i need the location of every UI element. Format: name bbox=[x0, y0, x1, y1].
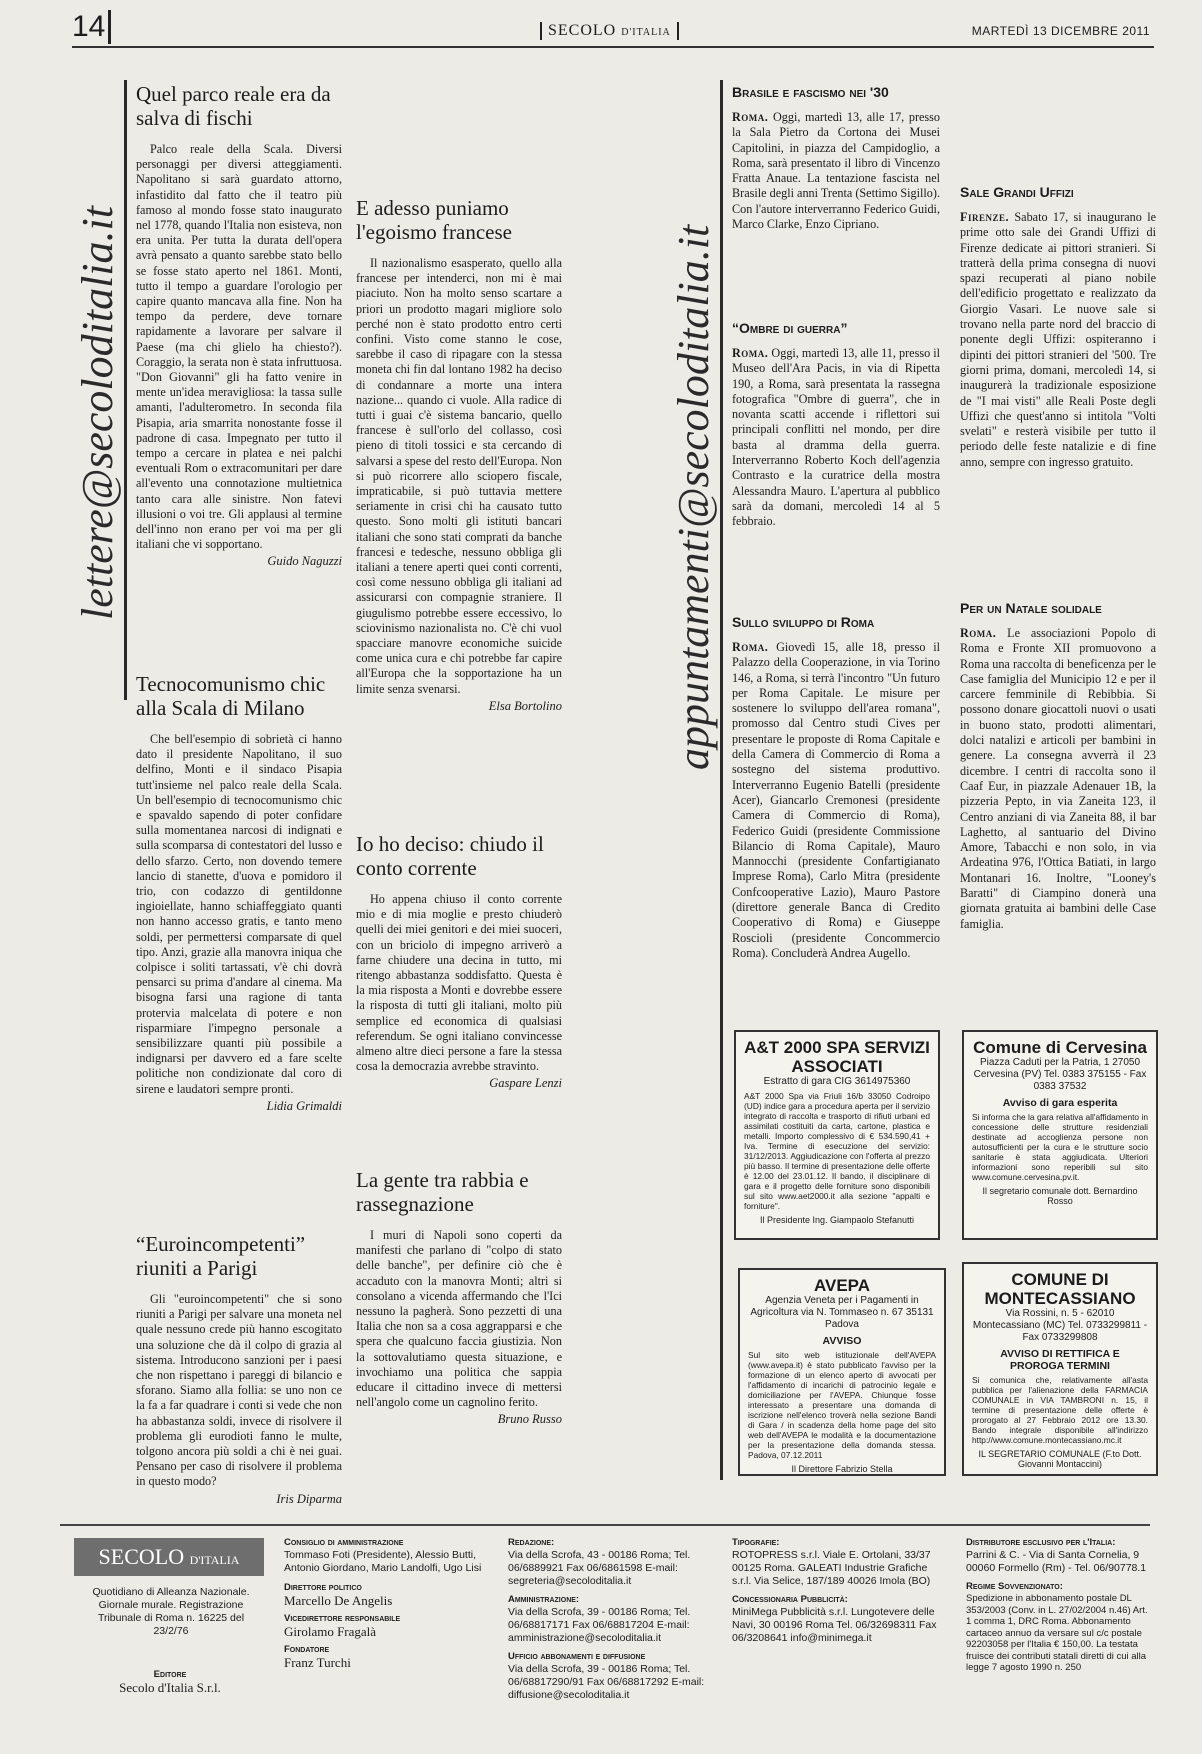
event-title: Sale Grandi Uffizi bbox=[960, 184, 1074, 200]
ad-signature: IL SEGRETARIO COMUNALE (F.to Dott. Giovanni Montaccini) bbox=[978, 1449, 1142, 1469]
event-brasile-fascismo bbox=[732, 84, 940, 232]
ad-avepa bbox=[738, 1268, 946, 1476]
ad-comune-cervesina bbox=[962, 1030, 1158, 1240]
newspaper-title bbox=[540, 22, 679, 40]
ad-signature: Il Direttore Fabrizio Stella bbox=[791, 1464, 893, 1474]
header-rule bbox=[72, 46, 1154, 48]
ad-text: Sul sito web istituzionale dell'AVEPA (www.avepa.it) è stato pubblicato l'avviso per la formazione di un elenco aperto di avvocati per l'affidamento di incarichi di patrocinio legale e domiciliazione per l'AVEPA. Chiunque fosse interessato a presentare una domanda di iscrizione nell'elenco troverà nella sezione Bandi di Gara / in scadenza della home page del sito web dell'AVEPA le modalità e la documentazione per la presentazione della domanda stessa. Padova, 07.12.2011 bbox=[748, 1350, 936, 1460]
masthead-printing: Tipografie: ROTOPRESS s.r.l. Viale E. Ortolani, 33/37 00125 Roma. GALEATI Industrie Grafiche s.r.l. Via Selice, 187/189 40026 Imola (BO) Concessionaria Pubblicità: MiniMega Pubblicità s.r.l. Lungotevere delle Navi, 30 00196 Roma Tel. 06/32698311 Fax 06/3208641 info@minimega.it bbox=[732, 1537, 937, 1644]
article-author: Elsa Bortolino bbox=[488, 698, 562, 713]
ad-text: A&T 2000 Spa via Friuli 16/b 33050 Codroipo (UD) indice gara a procedura aperta per il servizio integrato di raccolta e trasporto di rifiuti urbani ed assimilati costituiti da carta, cartone, plastica e metalli. Importo complessivo di € 534.590,41 + Iva. Termine di esecuzione del servizio: 31/12/2013. Aggiudicazione con l'offerta al prezzo più basso. Il termine di presentazione delle offerte è 12.00 del 23.01.12. Il bando, il disciplinare di gara e il progetto delle forniture sono disponibili sul sito www.aet2000.it alla sezione "appalti e forniture". bbox=[744, 1091, 930, 1211]
article-author: Lidia Grimaldi bbox=[266, 1098, 342, 1113]
article-author: Iris Diparma bbox=[276, 1491, 342, 1506]
event-title: Brasile e fascismo nei '30 bbox=[732, 84, 889, 100]
article-body: I muri di Napoli sono coperti da manifesti che parlano di "colpo di stato delle banche", per definire ciò che è accaduto con la manovra Monti; altri si consolano a vicenda affermando che l'Ici nessuno la pagherà. Sono pezzetti di una Italia che non sa a cosa aggrapparsi e che spera che qualcuno faccia giustizia. Non la sottovalutiamo questa situazione, e invochiamo una politica che sappia educare il cittadino invece di mettersi nell'angolo come un cagnolino ferito. bbox=[356, 1228, 562, 1410]
article-body: Il nazionalismo esasperato, quello alla francese per intenderci, non mi è mai piaciuto. Non ha molto senso scartare a priori un prodotto magari migliore solo perché non è stato prodotto entro certi confini. Visto come stanno le cose, sarebbe il caso di ripagare con la stessa moneta chi fin dal lontano 1982 ha deciso di condannare a morte una intera nazione... quando ci vuole. Alla radice di tutti i guai c'è sistema bancario, quello francese è sull'orlo del collasso, così pieno di titoli tossici e sta cercando di salvarsi a spese del resto dell'Europa. Non si può ricorrere allo sciopero fiscale, impraticabile, si può tuttavia mettere seriamente in crisi chi ha causato tutto questo. Sono molti gli istituti bancari italiani che sono stati comprati da banche francesi e tedesche, nessuno obbliga gli italiani a tenere aperti quei conti correnti, così come nessuno obbliga gli italiani ad assicurarsi con compagnie straniere. Il giugulismo potrebbe essere eccessivo, lo sciovinismo nazionalista no. C'è chi vuol spacciare manovre economiche suicide come unica cura e chi potrebbe far capire all'Europa che la sopportazione ha un limite senza svenarsi. bbox=[356, 256, 562, 696]
ad-subtitle: Via Rossini, n. 5 - 62010 Montecassiano (MC) Tel. 0733299811 - Fax 0733299808 bbox=[972, 1308, 1148, 1343]
masthead-editor: Editore Secolo d'Italia S.r.l. bbox=[119, 1669, 221, 1695]
article-title: La gente tra rabbia e rassegnazione bbox=[356, 1168, 529, 1216]
masthead-board: Consiglio di amministrazione Tommaso Foti (Presidente), Alessio Butti, Antonio Giordano, Mario Landolfi, Ugo Lisi Direttore politico Marcello De Angelis Vicedirettore responsabile Girolamo Fragalà Fondatore Franz Turchi bbox=[284, 1537, 482, 1670]
appointments-rule bbox=[720, 80, 723, 1480]
article-title: Tecnocomunismo chic alla Scala di Milano bbox=[136, 672, 326, 720]
ad-name: COMUNE DI MONTECASSIANO bbox=[984, 1270, 1136, 1308]
masthead-logo: SECOLO D'ITALIA bbox=[74, 1538, 264, 1576]
article-conto-corrente bbox=[356, 832, 562, 1091]
article-author: Gaspare Lenzi bbox=[489, 1076, 562, 1091]
masthead-registration: Quotidiano di Alleanza Nazionale. Giornale murale. Registrazione Tribunale di Roma n. 16225 del 23/2/76 bbox=[92, 1586, 250, 1637]
page-number: 14 bbox=[72, 10, 111, 44]
ad-text: Si comunica che, relativamente all'asta pubblica per l'alienazione della FARMACIA COMUNALE in VIA TAMBRONI n. 15, il termine di presentazione delle offerte è prorogato al 27 Febbraio 2012 ore 13.30. Bando integrale disponibile all'indirizzo http://www.comune.montecassiano.mc.it bbox=[972, 1375, 1148, 1445]
event-body: Firenze. Sabato 17, si inaugurano le prime otto sale dei Grandi Uffizi di Firenze dedicate ai pittori stranieri. Si tratterà della prima consegna di nuovi spazi recuperati al piano nobile dell'edificio progettato e realizzato da Giorgio Vasari. Le nuove sale si trovano nella parte nord del braccio di ponente degli Uffizi: ospiteranno i dipinti dei pittori stranieri del '500. Tre giorni prima, domani, mercoledì 14, si inaugurerà la tradizionale esposizione de "I mai visti" alle Reali Poste degli Uffizi che quest'anno si intitola "Volti svelati" e resterà visibile per tutto il periodo delle feste natalizie e di fine anno, sempre con ingresso gratuito. bbox=[960, 210, 1157, 469]
event-sale-uffizi bbox=[960, 184, 1156, 470]
event-sviluppo-roma bbox=[732, 614, 940, 1028]
article-rabbia-rassegnazione bbox=[356, 1168, 562, 1427]
letters-rule bbox=[124, 80, 127, 700]
letters-email-label: lettere@secoloditalia.it bbox=[73, 206, 122, 620]
article-author: Bruno Russo bbox=[497, 1412, 562, 1427]
issue-date: MARTEDÌ 13 DICEMBRE 2011 bbox=[971, 24, 1150, 38]
ad-heading: AVVISO bbox=[822, 1335, 862, 1347]
ad-comune-montecassiano bbox=[962, 1262, 1158, 1476]
article-body: Gli "euroincompetenti" che si sono riuniti a Parigi per salvare una moneta nel quale nessuno crede più hanno escogitato una soluzione che dà il colpo di grazia al sistema. Introducono sanzioni per i paesi che non rispettano i pareggi di bilancio e sforano. Siamo alla follia: se uno non ce la fa a far quadrare i conti si vede che non ha abbastanza soldi, invece di risolvere il problema gli eurodioti fanno le multe, tolgono ancora più soldi a chi è nei guai. Pensano per caso di risolvere il problema in questo modo? bbox=[136, 1292, 342, 1489]
article-title: E adesso puniamo l'egoismo francese bbox=[356, 196, 512, 244]
event-body: Roma. Oggi, martedì 13, alle 17, presso la Sala Pietro da Cortona dei Musei Capitolini, in piazza del Campidoglio, a Roma, sarà presentato il libro di Vincenzo Fratta Anaue. La tentazione fascista nel Brasile degli anni Trenta (Settimo Sigillo). Con l'autore interverranno Federico Guidi, Marco Clarke, Enzo Cipriano. bbox=[732, 110, 940, 232]
article-tecnocomunismo bbox=[136, 672, 342, 1114]
event-title: Sullo sviluppo di Roma bbox=[732, 614, 875, 630]
article-body: Ho appena chiuso il conto corrente mio e di mia moglie e presto chiuderò quelli dei miei genitori e dei miei suoceri, con un briciolo di impegno arriverò a farne chiudere una decina in tutto, mi ritengo abbastanza soddisfatto. Questa è la mia risposta a Monti e dovrebbe essere la risposta di tutti gli italiani, molto più semplice ed economica di qualsiasi referendum. Se ogni italiano convincesse almeno altre dieci persone a fare la stessa cosa la democrazia avrebbe stravinto. bbox=[356, 892, 562, 1074]
masthead-distribution: Distributore esclusivo per l'Italia: Parrini & C. - Via di Santa Cornelia, 9 00060 Formello (Rm) - Tel. 06/90778.1 Regime Sovvenzionato: Spedizione in abbonamento postale DL 353/2003 (Conv. in L. 27/02/2004 n.46) Art. 1 comma 1, DRC Roma. Abbonamento cartaceo annuo da versare sul c/c postale 92203058 per l'Italia € 150,00. La testata fruisce dei contributi statali diretti di cui alla legge 7 agosto 1990 n. 250 bbox=[966, 1537, 1148, 1673]
ad-signature: Il segretario comunale dott. Bernardino Rosso bbox=[982, 1186, 1138, 1206]
ad-heading: AVVISO DI RETTIFICA E PROROGA TERMINI bbox=[1000, 1348, 1120, 1372]
article-title: Quel parco reale era da salva di fischi bbox=[136, 82, 331, 130]
ad-subtitle: Estratto di gara CIG 3614975360 bbox=[763, 1076, 911, 1087]
ad-aet-2000 bbox=[734, 1030, 940, 1240]
article-body: Che bell'esempio di sobrietà ci hanno dato il presidente Napolitano, il suo delfino, Monti e il sindaco Pisapia tutt'insieme nel palco reale della Scala. Un bell'esempio di tecnocomunismo chic e spavaldo sapendo di poter confidare sulla momentanea narcosi di indignati e sulla scomparsa di contestatori del lusso e dello sfarzo. Certo, non dovendo temere lancio di stanette, d'uova e pomidoro il trio, con codazzo di gentildonne ingioiellate, hanno schiaffeggiato quanti non hanno accesso gratis, e tanto meno soldi, per permettersi comparsate di quel tipo. Anzi, grazie alla manovra iniqua che colpisce i soliti tartassati, v'è chi dovrà pensarci su prima d'andare al cinema. Ma bisogna farsi una ragione di tanta protervia malcelata di potere e non risparmiare l'impegno personale a sensibilizzare quanti più possibile a indignarsi per davvero ed a fare scelte politiche non condizionate dal coro di sirene e laudatori sempre pronti. bbox=[136, 732, 342, 1096]
event-body: Roma. Giovedì 15, alle 18, presso il Palazzo della Cooperazione, in via Torino 146, a Roma, si terrà l'incontro "Un futuro per Roma Capitale. Le misure per sostenere lo sviluppo dell'area romana", promosso dal Centro studi Cives per presentare le proposte di Roma Capitale e della Camera di Commercio di Roma a sostegno del sistema produttivo. Interverranno Eugenio Batelli (presidente Acer), Giancarlo Cremonesi (presidente Camera di Commercio di Roma), Federico Guidi (presidente Commissione Bilancio di Roma Capitale), Mauro Mannocchi (presidente Confartigianato Imprese Roma), Carlo Mitra (presidente Confcooperative Lazio), Mauro Pastore (direttore generale Banca di Credito Cooperativo di Roma) e Giuseppe Roscioli (presidente Concommercio Roma). Concluderà Andrea Augello. bbox=[732, 640, 940, 960]
masthead-footer bbox=[60, 1524, 1150, 1706]
article-body: Palco reale della Scala. Diversi personaggi per diversi atteggiamenti. Napolitano si sarà guardato attorno, infastidito dal fatto che il teatro più famoso al mondo fosse stato inaugurato nel 1778, quando l'Italia non esisteva, non era unita. Per tutta la durata dell'opera avrà pensato a quanto sarebbe stato bello se fosse stato aperto nel 1861. Monti, tutto il tempo a guardare l'orologio per capire quanto mancava alla fine. Non ha tempo da perdere, deve tornare rapidamente a lavorare per salvare il Paese (ma chi glielo ha chiesto?). Coraggio, la serata non è stata infruttuosa. "Don Giovanni" gli ha fatto venire in mente un'idea meravigliosa: la tassa sulle amanti, l'adulterometro. In seconda fila Pisapia, aria smarrita nonostante fosse il padrone di casa. Impegnato per tutto il tempo a cercare in platea e nei palchi eventuali Rom o extracomunitari per dare all'evento una connotazione multietnica tanto cara alle sinistre. Non fatevi illusioni o voi tre. Gli applausi al termine dell'inno non erano per voi ma per gli italiani che vi sopportano. bbox=[136, 142, 342, 552]
ad-name: A&T 2000 SPA SERVIZI ASSOCIATI bbox=[744, 1038, 930, 1076]
newspaper-title-main: SECOLO bbox=[548, 22, 617, 39]
article-title: “Euroincompetenti” riuniti a Parigi bbox=[136, 1232, 306, 1280]
masthead-contacts: Redazione: Via della Scrofa, 43 - 00186 Roma; Tel. 06/6889921 Fax 06/6861598 E-mail: segreteria@secoloditalia.it Amministrazione: Via della Scrofa, 39 - 00186 Roma; Tel. 06/68817171 Fax 06/68817204 E-mail: amministrazione@secoloditalia.it Ufficio abbonamenti e diffusione Via della Scrofa, 39 - 00186 Roma; Tel. 06/68817290/91 Fax 06/68817292 E-mail: diffusione@secoloditalia.it bbox=[508, 1537, 705, 1701]
event-body: Roma. Le associazioni Popolo di Roma e Fronte XII promuovono a Roma una raccolta di beneficenza per le Case famiglia del Municipio 12 e per il carcere femminile di Rebibbia. Si possono donare giocattoli nuovi o usati in buono stato, prodotti alimentari, dolci natalizi e articoli per bambini in genere. La consegna avverrà il 23 dicembre. I centri di raccolta sono il Caaf Eur, in piazzale Adenauer 1B, la pizzeria Pepto, in via Zaneita 123, il Centro anziani di via Zaneita 88, il bar Laghetto, al santuario del Divino Amore, Tabacchi e non solo, in via Ardeatina 976, l'Ottica Batiati, in largo Montanari 16. Inoltre, "Looney's Baratti" di Ciampino donerà una giornata gratuita ai bambini delle Case famiglia. bbox=[960, 626, 1157, 931]
event-natale-solidale bbox=[960, 600, 1156, 932]
ad-subtitle: Piazza Caduti per la Patria, 1 27050 Cervesina (PV) Tel. 0383 375155 - Fax 0383 37532 bbox=[973, 1057, 1147, 1092]
ad-text: Si informa che la gara relativa all'affidamento in concessione delle strutture residenziali destinate ad accoglienza persone non autosufficienti per la cura e le strutture socio sanitarie è stata aggiudicata. Ulteriori informazioni sono reperibili sul sito www.comune.cervesina.pv.it. bbox=[972, 1112, 1148, 1182]
ad-heading: Avviso di gara esperita bbox=[1002, 1097, 1118, 1109]
article-euroincompetenti bbox=[136, 1232, 342, 1507]
article-egoismo-francese bbox=[356, 196, 562, 714]
newspaper-title-small: D'ITALIA bbox=[621, 27, 671, 38]
ad-signature: Il Presidente Ing. Giampaolo Stefanutti bbox=[759, 1215, 915, 1225]
article-parco-reale bbox=[136, 82, 342, 569]
event-ombre-guerra bbox=[732, 320, 940, 530]
event-title: Per un Natale solidale bbox=[960, 600, 1102, 616]
article-title: Io ho deciso: chiudo il conto corrente bbox=[356, 832, 544, 880]
article-author: Guido Naguzzi bbox=[267, 554, 342, 569]
event-body: Roma. Oggi, martedì 13, alle 11, presso il Museo dell'Ara Pacis, in via di Ripetta 190, a Roma, sarà presentata la rassegna fotografica "Ombre di guerra", che in novanta scatti accende i riflettori sui principali conflitti nel mondo, per dire basta al dramma della guerra. Interverranno Roberto Koch dell'agenzia Contrasto e la curatrice della mostra Alessandra Mauro. L'apertura al pubblico sarà da domani, mercoledì 14 al 5 febbraio. bbox=[732, 346, 941, 529]
ad-name: Comune di Cervesina bbox=[973, 1038, 1147, 1057]
ad-name: AVEPA bbox=[813, 1276, 871, 1295]
appointments-email-label: appuntamenti@secoloditalia.it bbox=[669, 224, 718, 770]
ad-subtitle: Agenzia Veneta per i Pagamenti in Agricoltura via N. Tommaseo n. 67 35131 Padova bbox=[750, 1295, 934, 1330]
event-title: “Ombre di guerra” bbox=[732, 320, 848, 336]
